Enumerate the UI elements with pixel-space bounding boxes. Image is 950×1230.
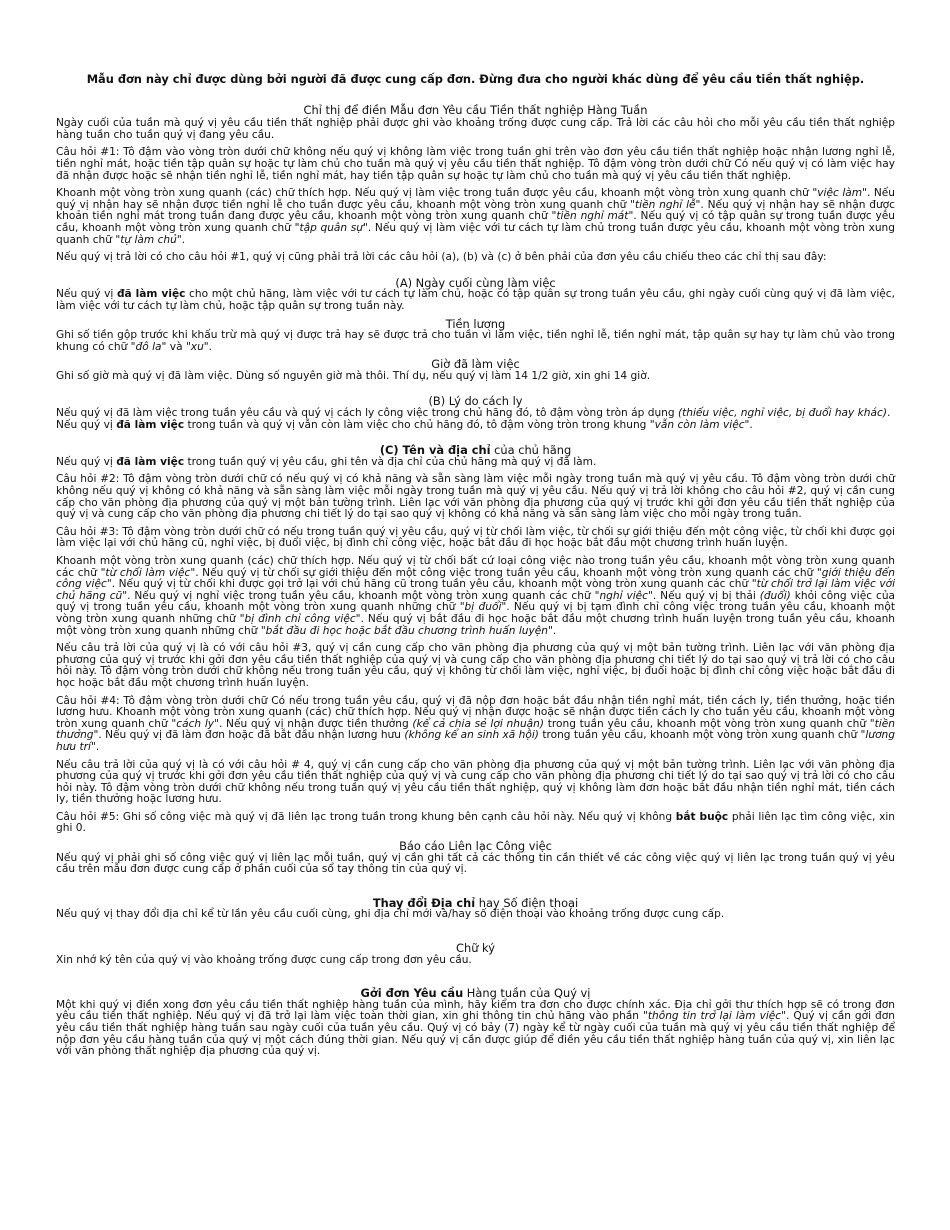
q3-circle-text-3: . Nếu quý vị từ chối khi được gọi trở lại với chủ hãng cũ trong tuần yêu cầu, khoanh một vòng tròn xung quanh các chữ xyxy=(111,578,752,591)
q1-paragraph xyxy=(56,147,895,182)
q4-term-no-social-security: (không kể an sinh xã hội) xyxy=(404,729,539,742)
q3-term-fired: "bị đuổi" xyxy=(459,601,507,614)
q5-text-2: phải liên lạc tìm công việc, xin ghi 0. xyxy=(56,810,896,835)
q3-term-school: "bắt đầu đi học hoặc bắt đầu chương trình huấn luyện" xyxy=(260,624,553,637)
section-b-text-3: Nếu quý vị xyxy=(56,418,117,431)
q4-label: Câu hỏi #4: xyxy=(56,694,120,707)
q4-text-4: . Nếu quý vị đã làm đơn hoặc đã bắt đầu nhận lương hưu xyxy=(98,729,405,742)
q1-circle-text-5: . Nếu quý vị làm việc với tư cách tự làm chủ trong tuần được yêu cầu, khoanh một vòng tròn xung quanh chữ xyxy=(56,221,895,246)
section-b-text-5: . xyxy=(749,418,753,431)
q1-term-self-employed: "tự làm chủ" xyxy=(115,233,182,246)
section-b-heading: (B) Lý do cách ly xyxy=(428,394,523,409)
q3-circle-text-7: . Nếu quý vị bị tạm đình chỉ công việc trong tuần yêu cầu, khoanh một vòng tròn xung quanh những chữ xyxy=(56,601,895,625)
wages-text xyxy=(56,330,895,353)
q1-label: Câu hỏi #1: xyxy=(56,146,120,159)
q5-text-1: Ghi số công việc mà quý vị đã liên lạc trong tuần trong khung bên cạnh câu hỏi này. Nếu quý vị không xyxy=(122,810,676,823)
q5-bold: bắt buộc xyxy=(675,810,729,823)
address-change-heading-rest: hay Số điện thoại xyxy=(475,895,579,910)
q4-text-6: . xyxy=(95,740,100,753)
wages-and: và xyxy=(166,340,186,353)
q5-label: Câu hỏi #5: xyxy=(56,810,120,823)
q3-circle-text-8: . Nếu quý vị bắt đầu đi học hoặc bắt đầu một chương trình huấn luyện trong tuần yêu cầu, khoanh một vòng tròn xung quanh những chữ xyxy=(56,612,895,637)
q1-term-vacation: "tiền nghỉ mát" xyxy=(551,210,634,223)
q3-paragraph xyxy=(56,527,895,550)
mailing-text-2: . Quý vị cần gởi đơn yêu cầu tiền thất nghiệp hàng tuần sau ngày cuối của tuần yêu cầu. Quý vị có bảy (7) ngày kể từ ngày cuối của tuần mà quý vị yêu cầu tiền thất nghiệp để nộp đơn yêu cầu hàng tuần của quý vị một cách đúng thời gian. Nếu quý vị cần được giúp để điền yêu cầu tiền thất nghiệp hàng tuần của quý vị, xin liên lạc với văn phòng thất nghiệp địa phương của quý vị. xyxy=(56,1010,895,1058)
section-c-heading-rest: của chủ hãng xyxy=(490,443,572,458)
q3-yes-paragraph: Nếu câu trả lời của quý vị là có với câu hỏi #3, quý vị cần cung cấp cho văn phòng địa phương của quý vị một bản tường trình. Liên lạc với văn phòng địa phương của quý vị trước khi gởi đơn yêu cầu tiền thất nghiệp của quý vị và cung cấp cho văn phòng địa phương chi tiết lý do tại sao quý vị trả lời có cho câu hỏi này. Tô đậm vòng tròn dưới chữ không nếu trong tuần yêu cầu, quý vị không từ chối làm việc, nghỉ việc, bị đuổi hoặc bị đình chỉ công việc hoặc bắt đầu đi học hoặc bắt đầu một chương trình huấn luyện. xyxy=(56,642,895,689)
q4-yes-paragraph: Nếu câu trả lời của quý vị là có với câu hỏi # 4, quý vị cần cung cấp cho văn phòng địa phương của quý vị một bản tường trình. Liên lạc với văn phòng địa phương của quý vị trước khi gởi đơn yêu cầu tiền thất nghiệp của quý vị và cung cấp cho văn phòng địa phương chi tiết lý do tại sao quý vị trả lời có cho câu hỏi này. Tô đậm vòng tròn dưới chữ không nếu trong tuần quý vị yêu cầu tiền thất nghiệp, quý vị không làm đơn hoặc bắt đầu nhận tiền nghỉ mát, tiền cách ly, tiền thưởng hoặc lương hưu. xyxy=(56,758,895,806)
mailing-text xyxy=(56,1000,895,1058)
q3-circle-text-1: Khoanh một vòng tròn xung quanh (các) chữ thích hợp. Nếu quý vị từ chối bất cứ loại công việc nào trong tuần yêu cầu, khoanh một vòng tròn xung quanh các chữ xyxy=(56,555,895,579)
intro-paragraph: Ngày cuối của tuần mà quý vị yêu cầu tiền thất nghiệp phải được ghi vào khoảng trống được cung cấp. Trả lời các câu hỏi cho mỗi yêu cầu tiền thất nghiệp hàng tuần cho tuần quý vị đang yêu cầu. xyxy=(56,117,895,141)
hours-text: Ghi số giờ mà quý vị đã làm việc. Dùng số nguyên giờ mà thôi. Thí dụ, nếu quý vị làm 14 1/2 giờ, xin ghi 14 giờ. xyxy=(56,369,651,382)
section-b-bold: đã làm việc xyxy=(116,418,185,431)
q3-circle-text-5: . Nếu quý vị bị thải xyxy=(652,589,760,602)
q3-circle-text-2: . Nếu quý vị từ chối sự giới thiệu đến một công việc trong tuần yêu cầu, khoanh một vòng tròn xung quanh các chữ xyxy=(195,566,817,579)
q1-circle-text-1: Khoanh một vòng tròn xung quanh (các) chữ thích hợp. Nếu quý vị làm việc trong tuần được yêu cầu, khoanh một vòng tròn xung quanh chữ xyxy=(56,187,813,200)
usage-notice xyxy=(56,74,895,86)
wages-heading: Tiền lương xyxy=(445,316,506,331)
q1-term-military: "tập quân sự" xyxy=(294,221,368,234)
address-change-text: Nếu quý vị thay đổi địa chỉ kể từ lần yêu cầu cuối cùng, ghi địa chỉ mới và/hay số điện thoại vào khoảng trống được cung cấp. xyxy=(56,908,725,921)
work-contacts-heading: Báo cáo Liên lạc Công việc xyxy=(399,839,552,854)
section-b-text-2: . xyxy=(886,407,891,420)
section-b-text xyxy=(56,408,895,431)
section-c-heading-bold: (C) Tên và địa chỉ xyxy=(379,443,491,458)
q1-circle-text-6: . xyxy=(181,233,186,246)
q1-term-work: "việc làm" xyxy=(812,187,867,200)
q3-term-refuse-work: "từ chối làm việc" xyxy=(100,566,196,579)
q4-term-pension: "lương hưu trí" xyxy=(56,729,895,753)
q4-term-bonus: "tiền thưởng" xyxy=(56,717,895,742)
page-title: Chỉ thị để điền Mẫu đơn Yêu cầu Tiền thất nghiệp Hàng Tuần xyxy=(303,102,648,117)
q4-text-1: Tô đậm vòng tròn dưới chữ Có nếu trong tuần yêu cầu, quý vị đã nộp đơn hoặc bắt đầu nhận tiền nghỉ mát, tiền cách ly, tiền thưởng, hoặc tiền lương hưu. Khoanh một vòng tròn xung quanh (các) chữ thích hợp. Nếu quý vị nhận được hoặc sẽ nhận được tiền cách ly cho tuần yêu cầu, khoanh một vòng tròn xung quanh chữ xyxy=(56,694,895,730)
section-b-still-working: "vẫn còn làm việc" xyxy=(649,418,750,431)
q1-circle-text-2: . Nếu quý vị nhận hay sẽ nhận được tiền nghỉ lễ cho tuần được yêu cầu, khoanh một vòng tròn xung quanh chữ xyxy=(56,187,895,211)
section-c-text xyxy=(56,457,895,469)
wages-text-1: Ghi số tiền gộp trước khi khấu trừ mà quý vị được trả hay sẽ được trả cho tuần vì làm việc, tiền nghỉ lễ, tiền nghỉ mát, tập quân sự hay tự làm chủ vào trong khung có chữ xyxy=(56,329,895,353)
q1-circle-text-3: . Nếu quý vị nhận hay sẽ nhận được khoản tiền nghỉ mát trong tuần đang được yêu cầu, khoanh một vòng tròn xung quanh chữ xyxy=(56,198,895,223)
q4-text-2: . Nếu quý vị nhận được tiền thưởng xyxy=(218,717,413,730)
q2-text: Tô đậm vòng tròn dưới chữ có nếu quý vị có khả năng và sẵn sàng làm việc mỗi ngày trong tuần mà quý vị yêu cầu. Tô đậm vòng tròn dưới chữ không nếu quý vị không có khả năng và sẵn sàng làm việc mỗi ngày trong tuần mà quý vị yêu cầu. Nếu quý vị trả lời không cho câu hỏi #2, quý vị cần cung cấp cho văn phòng địa phương của quý vị một bản tường trình. Liên lạc với văn phòng địa phương của quý vị trước khi gởi đơn yêu cầu tiền thất nghiệp của quý vị và cung cấp cho văn phòng địa phương chi tiết lý do tại sao quý vị không có khả năng và sẵn sàng làm việc cho mỗi ngày trong tuần. xyxy=(56,473,895,521)
section-a-text-1: Nếu quý vị xyxy=(56,288,117,301)
q1-term-holiday: "tiền nghỉ lễ" xyxy=(630,198,701,211)
mailing-heading-bold: Gởi đơn Yêu cầu xyxy=(360,986,464,1001)
signature-heading: Chữ ký xyxy=(456,941,495,956)
q3-term-quit: "nghỉ việc" xyxy=(594,589,653,602)
section-c-text-1: Nếu quý vị xyxy=(56,455,117,468)
q1-text: Tô đậm vào vòng tròn dưới chữ không nếu quý vị không làm việc trong tuần ghi trên vào đơn yêu cầu tiền thất nghiệp hoặc nhận lương nghỉ lễ, tiền nghỉ mát, hoặc tiền tập quân sự hoặc tự làm chủ cho tuần mà quý vị yêu cầu tiền thất nghiệp. Tô đậm vòng tròn dưới chữ Có nếu quý vị có làm việc hay đã nhận được hoặc sẽ nhận tiền nghỉ lễ, tiền nghỉ mát, hay tiền tập quân sự hoặc tự làm chủ cho tuần mà quý vị yêu cầu tiền thất nghiệp. xyxy=(56,146,895,182)
address-change-heading-bold: Thay đổi Địa chỉ xyxy=(372,895,476,910)
q2-label: Câu hỏi #2: xyxy=(56,473,120,486)
usage-notice-text: Mẫu đơn này chỉ được dùng bởi người đã được cung cấp đơn. Đừng đưa cho người khác dùng để yêu cầu tiền thất nghiệp. xyxy=(86,72,865,86)
q3-text: Tô đậm vòng tròn dưới chữ có nếu trong tuần quý vị yêu cầu, quý vị từ chối làm việc, từ chối sự giới thiệu đến một công việc, từ chối khi được gọi làm việc lại với chủ hãng cũ, nghỉ việc, bị đuổi việc, bị đình chỉ công việc, hoặc bắt đầu đi học hoặc bắt đầu một chương trình huấn luyện. xyxy=(56,525,895,550)
section-c-bold: đã làm việc xyxy=(116,455,185,468)
q4-paragraph xyxy=(56,696,895,754)
q3-circle-text-9: . xyxy=(552,624,557,637)
section-b-text-1: Nếu quý vị đã làm việc trong tuần yêu cầu và quý vị cách ly công việc trong chủ hãng đó, tô đậm vòng tròn áp dụng xyxy=(56,407,678,420)
section-a-text xyxy=(56,289,895,312)
section-a-heading: (A) Ngày cuối cùng làm việc xyxy=(395,275,556,290)
wages-end: . xyxy=(208,340,213,353)
section-a-text-2: cho một chủ hãng, làm việc với tư cách tự làm chủ, hoặc có tập quân sự trong tuần yêu cầu, ghi ngày cuối cùng quý vị đã làm việc, làm việc với tư cách tự làm chủ, hoặc tập quân sự trong tuần này. xyxy=(56,288,895,312)
q3-term-fired-paren: (đuổi) xyxy=(759,589,791,602)
mailing-term-return-work: "thông tin trở lại làm việc" xyxy=(643,1010,786,1023)
q4-term-profit-sharing: (kể cả chia sẻ lợi nhuận) xyxy=(412,717,544,730)
q3-term-suspended: "bị đình chỉ công việc" xyxy=(239,612,361,625)
q4-text-5: trong tuần yêu cầu, khoanh một vòng tròn xung quanh chữ xyxy=(538,729,861,742)
q3-circle-text-6: khỏi công việc của quý vị trong tuần yêu cầu, khoanh một vòng tròn xung quanh những chữ xyxy=(56,589,896,614)
q3-circle-paragraph xyxy=(56,556,895,637)
q5-paragraph xyxy=(56,812,895,835)
q3-term-referral: "giới thiệu đến công việc" xyxy=(56,566,895,591)
section-c-text-2: trong tuần quý vị yêu cầu, ghi tên và địa chỉ của chủ hãng mà quý vị đã làm. xyxy=(184,455,597,468)
q3-term-recall: "từ chối trở lại làm việc với chủ hãng cũ" xyxy=(56,578,896,602)
wages-term-cents: "xu" xyxy=(185,340,209,353)
mailing-heading-rest: Hàng tuần của Quý vị xyxy=(463,986,591,1001)
wages-term-dollar: "đô la" xyxy=(130,340,167,353)
q2-paragraph xyxy=(56,474,895,520)
section-b-text-4: trong tuần và quý vị vẫn còn làm việc cho chủ hãng đó, tô đậm vòng tròn trong khung xyxy=(184,418,650,431)
q1-yes-paragraph: Nếu quý vị trả lời có cho câu hỏi #1, quý vị cũng phải trả lời các câu hỏi (a), (b) và (c) ở bên phải của đơn yêu cầu chiếu theo các chỉ thị sau đây: xyxy=(56,251,827,264)
work-contacts-text: Nếu quý vị phải ghi số công việc quý vị liên lạc mỗi tuần, quý vị cần ghi tất cả các thông tin cần thiết về các công việc quý vị liên lạc trong tuần quý vị yêu cầu trên mẫu đơn được cung cấp ở phần cuối của sổ tay thông tin của quý vị. xyxy=(56,851,895,876)
mailing-text-1: Một khi quý vị điền xong đơn yêu cầu tiền thất nghiệp hàng tuần của mình, hãy kiểm tra đơn cho được chính xác. Địa chỉ gởi thư thích hợp sẽ có trong đơn yêu cầu tiền thất nghiệp. Nếu quý vị đã trở lại làm việc toàn thời gian, xin ghi thông tin chủ hãng vào phần xyxy=(56,998,895,1023)
q1-circle-text-4: . Nếu quý vị có tập quân sự trong tuần được yêu cầu, khoanh một vòng tròn xung quanh chữ xyxy=(56,210,895,234)
q1-circle-paragraph xyxy=(56,188,895,246)
signature-text: Xin nhớ ký tên của quý vị vào khoảng trống được cung cấp trong đơn yêu cầu. xyxy=(56,953,472,966)
q4-term-severance: "cách ly" xyxy=(171,717,219,730)
q3-circle-text-4: . Nếu quý vị nghỉ việc trong tuần yêu cầu, khoanh một vòng tròn xung quanh các chữ xyxy=(127,589,595,602)
q3-label: Câu hỏi #3: xyxy=(56,525,119,538)
hours-heading: Giờ đã làm việc xyxy=(431,357,520,372)
section-b-reasons: (thiếu việc, nghỉ việc, bị đuổi hay khác) xyxy=(677,407,887,420)
section-a-bold: đã làm việc xyxy=(116,288,186,301)
q4-text-3: trong tuần yêu cầu, khoanh một vòng tròn xung quanh chữ xyxy=(544,717,870,730)
